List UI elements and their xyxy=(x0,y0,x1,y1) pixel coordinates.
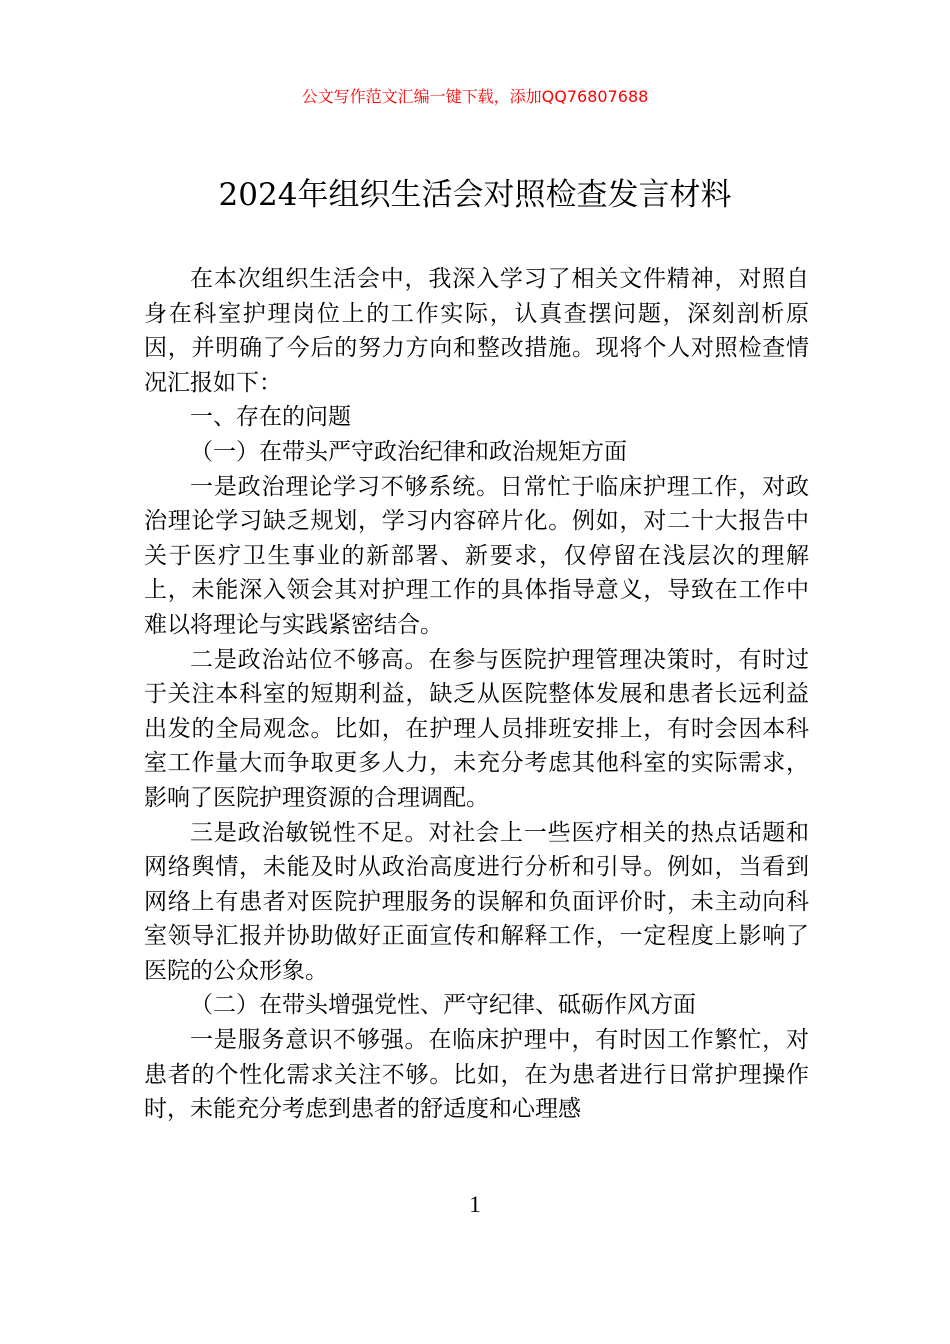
body-paragraph: 一是服务意识不够强。在临床护理中，有时因工作繁忙，对患者的个性化需求关注不够。比如，在为患者进行日常护理操作时，未能充分考虑到患者的舒适度和心理感 xyxy=(144,1027,809,1123)
document-title: 2024年组织生活会对照检查发言材料 xyxy=(218,177,732,213)
subsection-heading-2: （二）在带头增强党性、严守纪律、砥砺作风方面 xyxy=(190,992,696,1019)
body-paragraph: 三是政治敏锐性不足。对社会上一些医疗相关的热点话题和网络舆情，未能及时从政治高度进行分析和引导。例如，当看到网络上有患者对医院护理服务的误解和负面评价时，未主动向科室领导汇报并协助做好正面宣传和解释工作，一定程度上影响了医院的公众形象。 xyxy=(144,819,809,984)
page-number: 1 xyxy=(469,1192,481,1217)
header-note: 公文写作范文汇编一键下载，添加QQ76807688 xyxy=(301,87,649,106)
subsection-heading-1: （一）在带头严守政治纪律和政治规矩方面 xyxy=(190,438,627,465)
body-paragraph: 一是政治理论学习不够系统。日常忙于临床护理工作，对政治理论学习缺乏规划，学习内容碎片化。例如，对二十大报告中关于医疗卫生事业的新部署、新要求，仅停留在浅层次的理解上，未能深入领会其对护理工作的具体指导意义，导致在工作中难以将理论与实践紧密结合。 xyxy=(144,473,809,638)
document-body xyxy=(144,262,809,1127)
body-paragraph: 二是政治站位不够高。在参与医院护理管理决策时，有时过于关注本科室的短期利益，缺乏从医院整体发展和患者长远利益出发的全局观念。比如，在护理人员排班安排上，有时会因本科室工作量大而争取更多人力，未充分考虑其他科室的实际需求，影响了医院护理资源的合理调配。 xyxy=(144,646,809,811)
section-heading-problems: 一、存在的问题 xyxy=(190,404,351,431)
intro-paragraph: 在本次组织生活会中，我深入学习了相关文件精神，对照自身在科室护理岗位上的工作实际，认真查摆问题，深刻剖析原因，并明确了今后的努力方向和整改措施。现将个人对照检查情况汇报如下： xyxy=(144,266,809,396)
